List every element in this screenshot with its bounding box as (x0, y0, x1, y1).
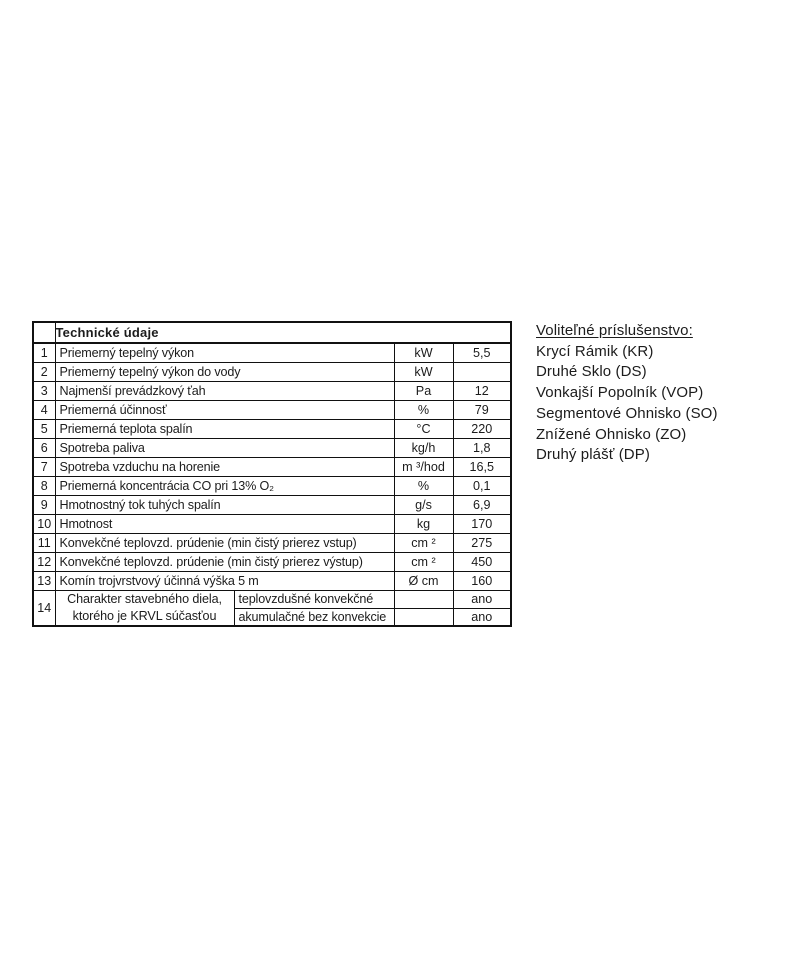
row-label: Hmotnostný tok tuhých spalín (55, 495, 394, 514)
row-unit: °C (394, 419, 453, 438)
row-label: Priemerný tepelný výkon (55, 343, 394, 362)
row-number: 1 (33, 343, 55, 362)
row-number: 12 (33, 552, 55, 571)
technical-data-table (32, 321, 512, 627)
row-14-label-line1: Charakter stavebného diela, (67, 591, 222, 606)
header-number-cell (33, 322, 55, 343)
row-unit: kW (394, 343, 453, 362)
table-row (33, 438, 511, 457)
accessories-panel (536, 321, 718, 466)
row-label: Priemerný tepelný výkon do vody (55, 362, 394, 381)
row-value (453, 362, 511, 381)
row-value: 79 (453, 400, 511, 419)
row-number: 3 (33, 381, 55, 400)
table-row (33, 571, 511, 590)
row-value: 275 (453, 533, 511, 552)
table-row (33, 533, 511, 552)
row-label: Priemerná účinnosť (55, 400, 394, 419)
row-number: 7 (33, 457, 55, 476)
row-unit: % (394, 400, 453, 419)
accessory-item: Vonkajší Popolník (VOP) (536, 384, 704, 402)
accessory-item: Krycí Rámik (KR) (536, 342, 654, 360)
row-value: 16,5 (453, 457, 511, 476)
accessory-item: Znížené Ohnisko (ZO) (536, 425, 687, 443)
row-number: 6 (33, 438, 55, 457)
row-label: Konvekčné teplovzd. prúdenie (min čistý prierez výstup) (55, 552, 394, 571)
accessory-item: Segmentové Ohnisko (SO) (536, 404, 718, 422)
row-value: 220 (453, 419, 511, 438)
row-14-label-line2: ktorého je KRVL súčasťou (72, 608, 217, 623)
row-label: Konvekčné teplovzd. prúdenie (min čistý prierez vstup) (55, 533, 394, 552)
row-unit: Pa (394, 381, 453, 400)
row-unit: Ø cm (394, 571, 453, 590)
row-unit: kg/h (394, 438, 453, 457)
table-row (33, 476, 511, 495)
row-number: 13 (33, 571, 55, 590)
row-value: 12 (453, 381, 511, 400)
row-14-sub-label: akumulačné bez konvekcie (234, 608, 394, 626)
row-unit: cm ² (394, 533, 453, 552)
table-row-14a (33, 590, 511, 608)
row-number: 14 (33, 590, 55, 626)
row-label: Spotreba paliva (55, 438, 394, 457)
row-14-sub-value: ano (453, 590, 511, 608)
accessory-item: Druhý plášť (DP) (536, 446, 650, 464)
row-number: 2 (33, 362, 55, 381)
row-14-sub-unit (394, 608, 453, 626)
row-value: 170 (453, 514, 511, 533)
row-14-merged-label (55, 590, 234, 626)
table-title: Technické údaje (55, 322, 511, 343)
table-row (33, 419, 511, 438)
row-number: 4 (33, 400, 55, 419)
table-row (33, 362, 511, 381)
row-unit: % (394, 476, 453, 495)
table-row (33, 514, 511, 533)
row-label: Najmenší prevádzkový ťah (55, 381, 394, 400)
row-label: Priemerná koncentrácia CO pri 13% O₂ (55, 476, 394, 495)
row-value: 0,1 (453, 476, 511, 495)
row-14-sub-label: teplovzdušné konvekčné (234, 590, 394, 608)
table-row (33, 400, 511, 419)
table-row (33, 381, 511, 400)
row-label: Hmotnost (55, 514, 394, 533)
table-row (33, 343, 511, 362)
row-number: 10 (33, 514, 55, 533)
row-label: Priemerná teplota spalín (55, 419, 394, 438)
row-number: 8 (33, 476, 55, 495)
accessory-item: Druhé Sklo (DS) (536, 363, 647, 381)
row-number: 11 (33, 533, 55, 552)
row-unit: m ³/hod (394, 457, 453, 476)
row-value: 160 (453, 571, 511, 590)
table-row (33, 552, 511, 571)
row-number: 5 (33, 419, 55, 438)
row-value: 450 (453, 552, 511, 571)
table-header-row (33, 322, 511, 343)
row-14-sub-unit (394, 590, 453, 608)
row-number: 9 (33, 495, 55, 514)
row-value: 6,9 (453, 495, 511, 514)
row-unit: kg (394, 514, 453, 533)
table-row (33, 495, 511, 514)
row-value: 1,8 (453, 438, 511, 457)
row-14-sub-value: ano (453, 608, 511, 626)
row-label: Komín trojvrstvový účinná výška 5 m (55, 571, 394, 590)
row-unit: kW (394, 362, 453, 381)
row-unit: cm ² (394, 552, 453, 571)
table-row (33, 457, 511, 476)
row-label: Spotreba vzduchu na horenie (55, 457, 394, 476)
accessories-heading: Voliteľné príslušenstvo: (536, 322, 693, 339)
row-value: 5,5 (453, 343, 511, 362)
row-unit: g/s (394, 495, 453, 514)
